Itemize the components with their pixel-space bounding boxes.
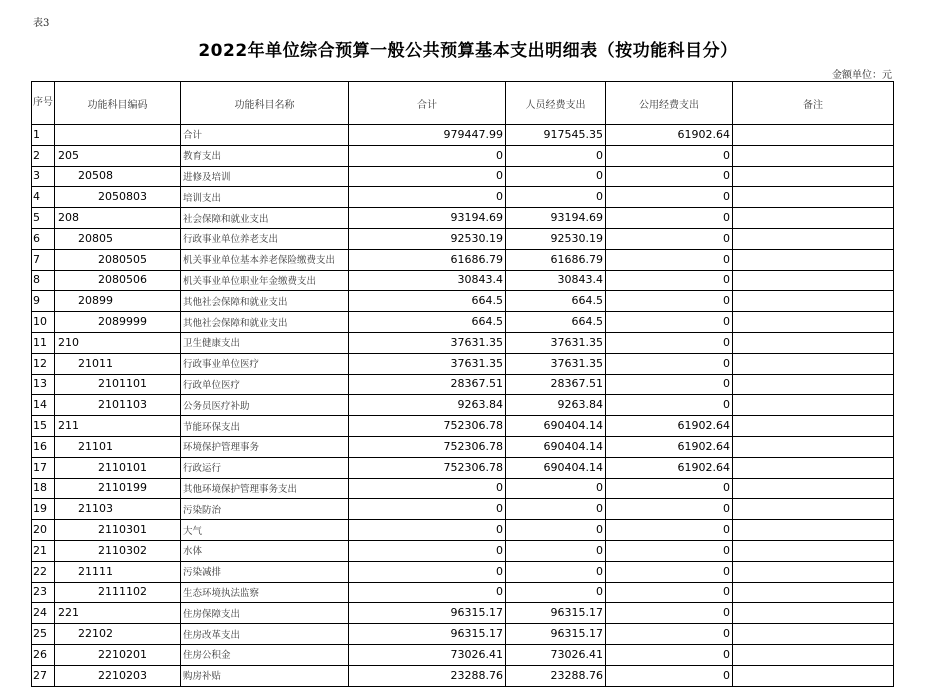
row-seq: 19 xyxy=(32,499,55,520)
row-seq: 3 xyxy=(32,166,55,187)
row-public: 0 xyxy=(606,291,733,312)
table-row xyxy=(32,665,894,686)
row-code: 211 xyxy=(55,416,181,437)
row-seq: 2 xyxy=(32,145,55,166)
row-note xyxy=(733,374,894,395)
row-note xyxy=(733,603,894,624)
row-total: 752306.78 xyxy=(349,457,506,478)
row-code: 2111102 xyxy=(55,582,181,603)
row-code xyxy=(55,125,181,146)
header-public: 公用经费支出 xyxy=(606,82,733,125)
row-public: 61902.64 xyxy=(606,416,733,437)
row-total: 0 xyxy=(349,145,506,166)
row-note xyxy=(733,457,894,478)
table-row xyxy=(32,125,894,146)
row-public: 0 xyxy=(606,249,733,270)
table-row xyxy=(32,395,894,416)
row-note xyxy=(733,312,894,333)
row-public: 0 xyxy=(606,187,733,208)
row-code: 20805 xyxy=(55,228,181,249)
row-code: 2210201 xyxy=(55,644,181,665)
row-code: 2110199 xyxy=(55,478,181,499)
row-note xyxy=(733,208,894,229)
row-total: 61686.79 xyxy=(349,249,506,270)
header-note: 备注 xyxy=(733,82,894,125)
row-total: 664.5 xyxy=(349,312,506,333)
row-total: 752306.78 xyxy=(349,436,506,457)
table-row xyxy=(32,228,894,249)
row-public: 0 xyxy=(606,208,733,229)
row-personnel: 28367.51 xyxy=(506,374,606,395)
table-row xyxy=(32,208,894,229)
row-personnel: 0 xyxy=(506,145,606,166)
row-code: 2210203 xyxy=(55,665,181,686)
row-note xyxy=(733,228,894,249)
row-personnel: 690404.14 xyxy=(506,416,606,437)
header-personnel: 人员经费支出 xyxy=(506,82,606,125)
row-name: 社会保障和就业支出 xyxy=(181,208,349,229)
table-row xyxy=(32,332,894,353)
row-note xyxy=(733,540,894,561)
row-total: 28367.51 xyxy=(349,374,506,395)
row-note xyxy=(733,644,894,665)
row-total: 0 xyxy=(349,540,506,561)
row-seq: 25 xyxy=(32,624,55,645)
row-code: 2101103 xyxy=(55,395,181,416)
row-total: 93194.69 xyxy=(349,208,506,229)
row-name: 住房公积金 xyxy=(181,644,349,665)
row-personnel: 0 xyxy=(506,582,606,603)
row-total: 0 xyxy=(349,478,506,499)
row-name: 行政单位医疗 xyxy=(181,374,349,395)
row-public: 0 xyxy=(606,312,733,333)
table-row xyxy=(32,540,894,561)
row-code: 2110302 xyxy=(55,540,181,561)
row-code: 21103 xyxy=(55,499,181,520)
table-row xyxy=(32,582,894,603)
row-seq: 1 xyxy=(32,125,55,146)
row-name: 大气 xyxy=(181,520,349,541)
row-name: 其他环境保护管理事务支出 xyxy=(181,478,349,499)
row-note xyxy=(733,353,894,374)
header-seq: 序号 xyxy=(32,82,55,125)
header-row xyxy=(32,82,894,125)
row-total: 96315.17 xyxy=(349,624,506,645)
row-personnel: 690404.14 xyxy=(506,436,606,457)
row-name: 机关事业单位职业年金缴费支出 xyxy=(181,270,349,291)
row-public: 0 xyxy=(606,540,733,561)
header-code: 功能科目编码 xyxy=(55,82,181,125)
row-code: 21111 xyxy=(55,561,181,582)
row-public: 0 xyxy=(606,166,733,187)
row-name: 培训支出 xyxy=(181,187,349,208)
row-total: 92530.19 xyxy=(349,228,506,249)
row-public: 0 xyxy=(606,582,733,603)
row-total: 37631.35 xyxy=(349,332,506,353)
row-name: 住房改革支出 xyxy=(181,624,349,645)
row-code: 2080506 xyxy=(55,270,181,291)
row-name: 污染防治 xyxy=(181,499,349,520)
row-personnel: 37631.35 xyxy=(506,353,606,374)
row-code: 221 xyxy=(55,603,181,624)
row-seq: 15 xyxy=(32,416,55,437)
row-code: 2050803 xyxy=(55,187,181,208)
row-public: 61902.64 xyxy=(606,125,733,146)
row-public: 0 xyxy=(606,561,733,582)
row-personnel: 96315.17 xyxy=(506,624,606,645)
table-row xyxy=(32,416,894,437)
row-name: 教育支出 xyxy=(181,145,349,166)
row-seq: 10 xyxy=(32,312,55,333)
header-total: 合计 xyxy=(349,82,506,125)
row-name: 机关事业单位基本养老保险缴费支出 xyxy=(181,249,349,270)
row-total: 96315.17 xyxy=(349,603,506,624)
row-total: 0 xyxy=(349,166,506,187)
table-row xyxy=(32,187,894,208)
table-row xyxy=(32,520,894,541)
row-personnel: 0 xyxy=(506,499,606,520)
table-body xyxy=(32,125,894,687)
row-total: 979447.99 xyxy=(349,125,506,146)
row-name: 公务员医疗补助 xyxy=(181,395,349,416)
row-public: 61902.64 xyxy=(606,457,733,478)
sheet-label: 表3 xyxy=(33,18,50,29)
table-row xyxy=(32,374,894,395)
row-seq: 24 xyxy=(32,603,55,624)
row-public: 0 xyxy=(606,353,733,374)
row-public: 0 xyxy=(606,145,733,166)
row-public: 0 xyxy=(606,644,733,665)
row-name: 环境保护管理事务 xyxy=(181,436,349,457)
row-name: 购房补贴 xyxy=(181,665,349,686)
row-personnel: 73026.41 xyxy=(506,644,606,665)
table-row xyxy=(32,478,894,499)
row-seq: 14 xyxy=(32,395,55,416)
row-name: 进修及培训 xyxy=(181,166,349,187)
row-seq: 23 xyxy=(32,582,55,603)
row-seq: 6 xyxy=(32,228,55,249)
row-public: 0 xyxy=(606,520,733,541)
row-seq: 17 xyxy=(32,457,55,478)
row-code: 2101101 xyxy=(55,374,181,395)
row-name: 生态环境执法监察 xyxy=(181,582,349,603)
row-total: 664.5 xyxy=(349,291,506,312)
row-name: 卫生健康支出 xyxy=(181,332,349,353)
row-public: 0 xyxy=(606,374,733,395)
row-personnel: 9263.84 xyxy=(506,395,606,416)
row-code: 2110101 xyxy=(55,457,181,478)
row-public: 0 xyxy=(606,228,733,249)
row-note xyxy=(733,436,894,457)
row-seq: 12 xyxy=(32,353,55,374)
row-note xyxy=(733,332,894,353)
row-name: 行政事业单位养老支出 xyxy=(181,228,349,249)
row-total: 73026.41 xyxy=(349,644,506,665)
table-row xyxy=(32,145,894,166)
row-note xyxy=(733,249,894,270)
row-personnel: 61686.79 xyxy=(506,249,606,270)
row-personnel: 664.5 xyxy=(506,291,606,312)
row-public: 0 xyxy=(606,270,733,291)
table-row xyxy=(32,291,894,312)
row-seq: 8 xyxy=(32,270,55,291)
row-seq: 22 xyxy=(32,561,55,582)
row-total: 9263.84 xyxy=(349,395,506,416)
row-seq: 18 xyxy=(32,478,55,499)
row-public: 61902.64 xyxy=(606,436,733,457)
row-note xyxy=(733,187,894,208)
row-public: 0 xyxy=(606,499,733,520)
table-row xyxy=(32,644,894,665)
row-code: 2080505 xyxy=(55,249,181,270)
row-code: 2089999 xyxy=(55,312,181,333)
table-row xyxy=(32,270,894,291)
page-title: 2022年单位综合预算一般公共预算基本支出明细表（按功能科目分） xyxy=(198,41,738,61)
table-row xyxy=(32,312,894,333)
row-personnel: 37631.35 xyxy=(506,332,606,353)
row-seq: 9 xyxy=(32,291,55,312)
row-personnel: 0 xyxy=(506,520,606,541)
table-row xyxy=(32,166,894,187)
row-name: 行政事业单位医疗 xyxy=(181,353,349,374)
row-personnel: 23288.76 xyxy=(506,665,606,686)
row-code: 20899 xyxy=(55,291,181,312)
row-seq: 4 xyxy=(32,187,55,208)
row-personnel: 0 xyxy=(506,540,606,561)
row-seq: 16 xyxy=(32,436,55,457)
row-code: 205 xyxy=(55,145,181,166)
row-personnel: 93194.69 xyxy=(506,208,606,229)
row-public: 0 xyxy=(606,332,733,353)
row-name: 节能环保支出 xyxy=(181,416,349,437)
row-code: 210 xyxy=(55,332,181,353)
row-note xyxy=(733,395,894,416)
expenditure-table xyxy=(31,81,894,687)
table-row xyxy=(32,499,894,520)
row-note xyxy=(733,582,894,603)
row-seq: 21 xyxy=(32,540,55,561)
row-note xyxy=(733,145,894,166)
header-name: 功能科目名称 xyxy=(181,82,349,125)
row-personnel: 96315.17 xyxy=(506,603,606,624)
row-name: 合计 xyxy=(181,125,349,146)
row-public: 0 xyxy=(606,624,733,645)
row-code: 208 xyxy=(55,208,181,229)
row-code: 21101 xyxy=(55,436,181,457)
unit-label: 金额单位：元 xyxy=(832,70,892,81)
row-note xyxy=(733,291,894,312)
row-total: 37631.35 xyxy=(349,353,506,374)
row-name: 水体 xyxy=(181,540,349,561)
row-public: 0 xyxy=(606,603,733,624)
row-seq: 7 xyxy=(32,249,55,270)
row-personnel: 0 xyxy=(506,561,606,582)
row-code: 20508 xyxy=(55,166,181,187)
row-code: 2110301 xyxy=(55,520,181,541)
table-row xyxy=(32,561,894,582)
row-total: 0 xyxy=(349,520,506,541)
row-personnel: 917545.35 xyxy=(506,125,606,146)
row-personnel: 92530.19 xyxy=(506,228,606,249)
row-name: 其他社会保障和就业支出 xyxy=(181,312,349,333)
row-personnel: 664.5 xyxy=(506,312,606,333)
row-seq: 11 xyxy=(32,332,55,353)
row-note xyxy=(733,520,894,541)
table-row xyxy=(32,353,894,374)
row-note xyxy=(733,624,894,645)
row-personnel: 0 xyxy=(506,478,606,499)
table-row xyxy=(32,249,894,270)
table-row xyxy=(32,457,894,478)
row-note xyxy=(733,665,894,686)
row-note xyxy=(733,478,894,499)
row-total: 0 xyxy=(349,499,506,520)
row-seq: 5 xyxy=(32,208,55,229)
table-row xyxy=(32,603,894,624)
row-name: 其他社会保障和就业支出 xyxy=(181,291,349,312)
row-public: 0 xyxy=(606,395,733,416)
row-personnel: 690404.14 xyxy=(506,457,606,478)
row-seq: 27 xyxy=(32,665,55,686)
row-note xyxy=(733,125,894,146)
row-personnel: 30843.4 xyxy=(506,270,606,291)
row-seq: 26 xyxy=(32,644,55,665)
row-name: 行政运行 xyxy=(181,457,349,478)
row-total: 0 xyxy=(349,582,506,603)
row-personnel: 0 xyxy=(506,187,606,208)
row-code: 22102 xyxy=(55,624,181,645)
row-total: 0 xyxy=(349,187,506,208)
row-total: 752306.78 xyxy=(349,416,506,437)
row-total: 30843.4 xyxy=(349,270,506,291)
row-seq: 20 xyxy=(32,520,55,541)
row-note xyxy=(733,561,894,582)
row-total: 23288.76 xyxy=(349,665,506,686)
row-public: 0 xyxy=(606,478,733,499)
row-personnel: 0 xyxy=(506,166,606,187)
row-name: 住房保障支出 xyxy=(181,603,349,624)
row-public: 0 xyxy=(606,665,733,686)
row-code: 21011 xyxy=(55,353,181,374)
row-note xyxy=(733,166,894,187)
table-row xyxy=(32,624,894,645)
row-note xyxy=(733,499,894,520)
row-total: 0 xyxy=(349,561,506,582)
table-row xyxy=(32,436,894,457)
row-note xyxy=(733,270,894,291)
row-seq: 13 xyxy=(32,374,55,395)
row-note xyxy=(733,416,894,437)
row-name: 污染减排 xyxy=(181,561,349,582)
